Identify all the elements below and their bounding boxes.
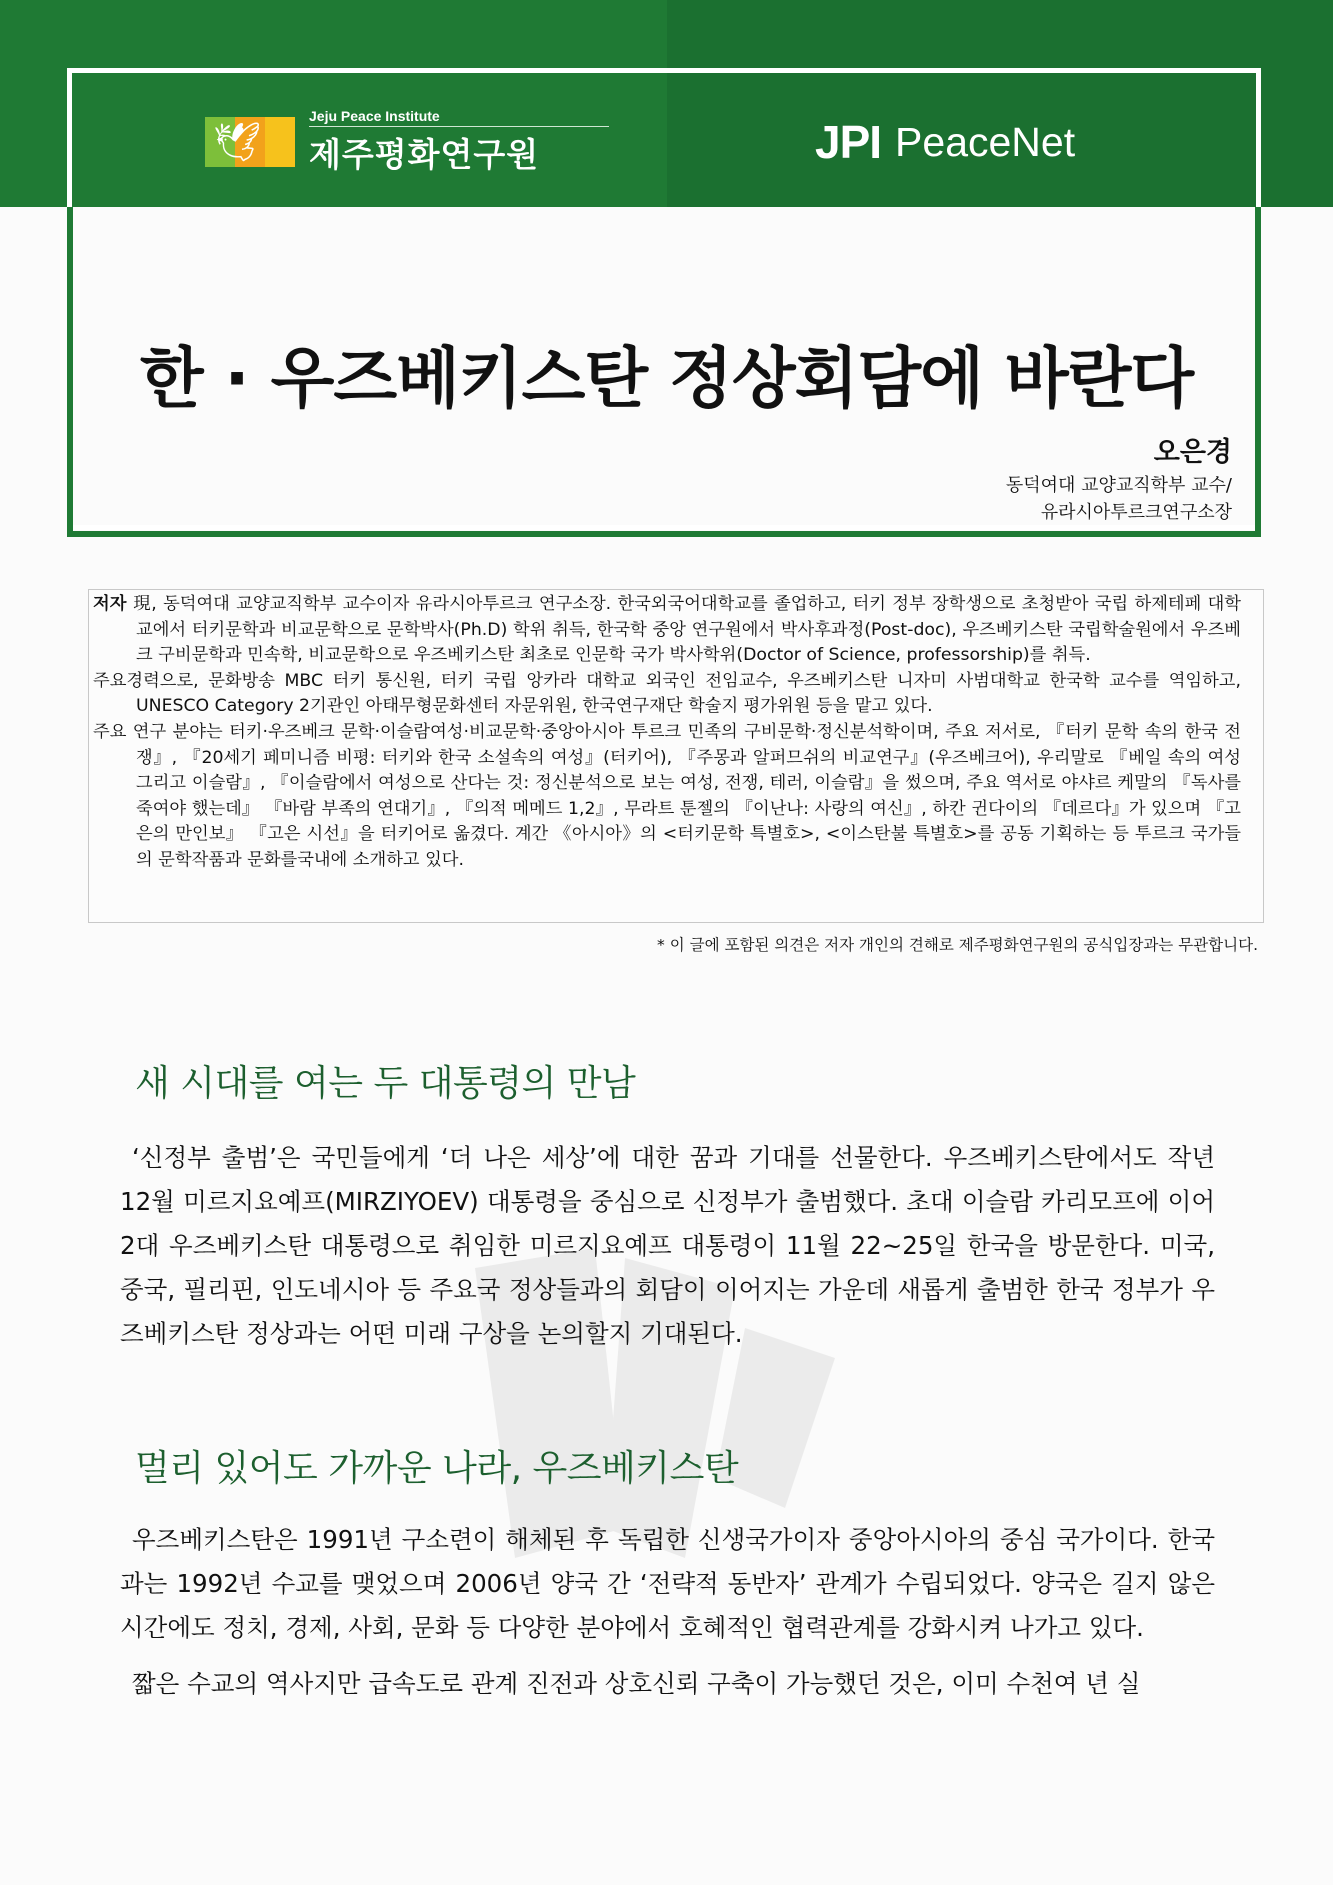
bio-paragraph: 주요경력으로, 문화방송 MBC 터키 통신원, 터키 국립 앙카라 대학교 외국인 전임교수, 우즈베키스탄 니자미 사범대학교 한국학 교수를 역임하고, UNESCO Category 2기관인 아태무형문화센터 자문위원, 한국연구재단 학술지 평가위원 등을 맡고 있다. [93, 670, 1241, 717]
peacenet-label: PeaceNet [895, 118, 1076, 165]
jpi-logo-text: JPI [815, 116, 882, 168]
body-paragraph: ‘신정부 출범’은 국민들에게 ‘더 나은 세상’에 대한 꿈과 기대를 선물한다. 우즈베키스탄에서도 작년 12월 미르지요예프(MIRZIYOEV) 대통령을 중심으로 신정부가 출범했다. 초대 이슬람 카리모프에 이어 2대 우즈베키스탄 대통령으로 취임한 미르지요예프 대통령이 11월 22~25일 한국을 방문한다. 미국, 중국, 필리핀, 인도네시아 등 주요국 정상들과의 회담이 이어지는 가운데 새롭게 출범한 한국 정부가 우즈베키스탄 정상과는 어떤 미래 구상을 논의할지 기대된다. [120, 1143, 1215, 1348]
author-affiliation [1006, 472, 1232, 526]
disclaimer-note: * 이 글에 포함된 의견은 저자 개인의 견해로 제주평화연구원의 공식입장과는 무관합니다. [657, 936, 1258, 954]
dove-logo-icon: 🕊 [205, 111, 297, 173]
author-bio-box [88, 589, 1264, 923]
affiliation-line-2: 유라시아투르크연구소장 [1040, 502, 1232, 523]
article-title: 한 · 우즈베키스탄 정상회담에 바란다 [139, 340, 1194, 417]
affiliation-line-1: 동덕여대 교양교직학부 교수/ [1005, 475, 1232, 496]
jeju-peace-institute-logo [205, 108, 609, 176]
bio-paragraph [93, 592, 1241, 669]
institute-name-en: Jeju Peace Institute [309, 108, 609, 127]
body-paragraph: 우즈베키스탄은 1991년 구소련이 해체된 후 독립한 신생국가이자 중앙아시아의 중심 국가이다. 한국과는 1992년 수교를 맺었으며 2006년 양국 간 ‘전략적 동반자’ 관계가 수립되었다. 양국은 길지 않은 시간에도 정치, 경제, 사회, 문화 등 다양한 분야에서 호혜적인 협력관계를 강화시켜 나가고 있다. [120, 1525, 1215, 1642]
author-name: 오은경 [1153, 437, 1232, 468]
bio-lead-label: 저자 [93, 594, 127, 614]
body-paragraph: 짧은 수교의 역사지만 급속도로 관계 진전과 상호신뢰 구축이 가능했던 것은, 이미 수천여 년 실 [132, 1669, 1141, 1698]
section-1-body [120, 1136, 1215, 1368]
bio-text-1: 現, 동덕여대 교양교직학부 교수이자 유라시아투르크 연구소장. 한국외국어대학교를 졸업하고, 터키 정부 장학생으로 초청받아 국립 하제테페 대학교에서 터키문학과 비교문학으로 문학박사(Ph.D) 학위 취득, 한국학 중앙 연구원에서 박사후과정(Post-doc), 우즈베키스탄 국립학술원에서 우즈베크 구비문학과 민속학, 비교문학으로 우즈베키스탄 최초로 인문학 국가 박사학위(Doctor of Science, professorship)를 취득. [132, 594, 1241, 666]
institute-name-ko: 제주평화연구원 [309, 135, 540, 174]
section-2-body [120, 1518, 1215, 1718]
bio-paragraph: 주요 연구 분야는 터키·우즈베크 문학·이슬람여성·비교문학·중앙아시아 투르크 민족의 구비문학·정신분석학이며, 주요 저서로, 『터키 문학 속의 한국 전쟁』, 『20세기 페미니즘 비평: 터키와 한국 소설속의 여성』(터키어), 『주몽과 알퍼므쉬의 비교연구』(우즈베크어), 우리말로 『베일 속의 여성 그리고 이슬람』, 『이슬람에서 여성으로 산다는 것: 정신분석으로 보는 여성, 전쟁, 테러, 이슬람』을 썼으며, 주요 역서로 야샤르 케말의 『독사를 죽여야 했는데』 『바람 부족의 연대기』, 『의적 메메드 1,2』, 무라트 툰젤의 『이난나: 사랑의 여신』, 하칸 귄다이의 『데르다』가 있으며 『고은의 만인보』 『고은 시선』을 터키어로 옮겼다. 계간 《아시아》의 <터키문학 특별호>, <이스탄불 특별호>를 공동 기획하는 등 투르크 국가들의 문학작품과 문화를국내에 소개하고 있다. [93, 721, 1241, 870]
section-heading-1: 새 시대를 여는 두 대통령의 만남 [135, 1063, 636, 1104]
peacenet-logo [815, 115, 1075, 169]
section-heading-2: 멀리 있어도 가까운 나라, 우즈베키스탄 [135, 1448, 739, 1489]
